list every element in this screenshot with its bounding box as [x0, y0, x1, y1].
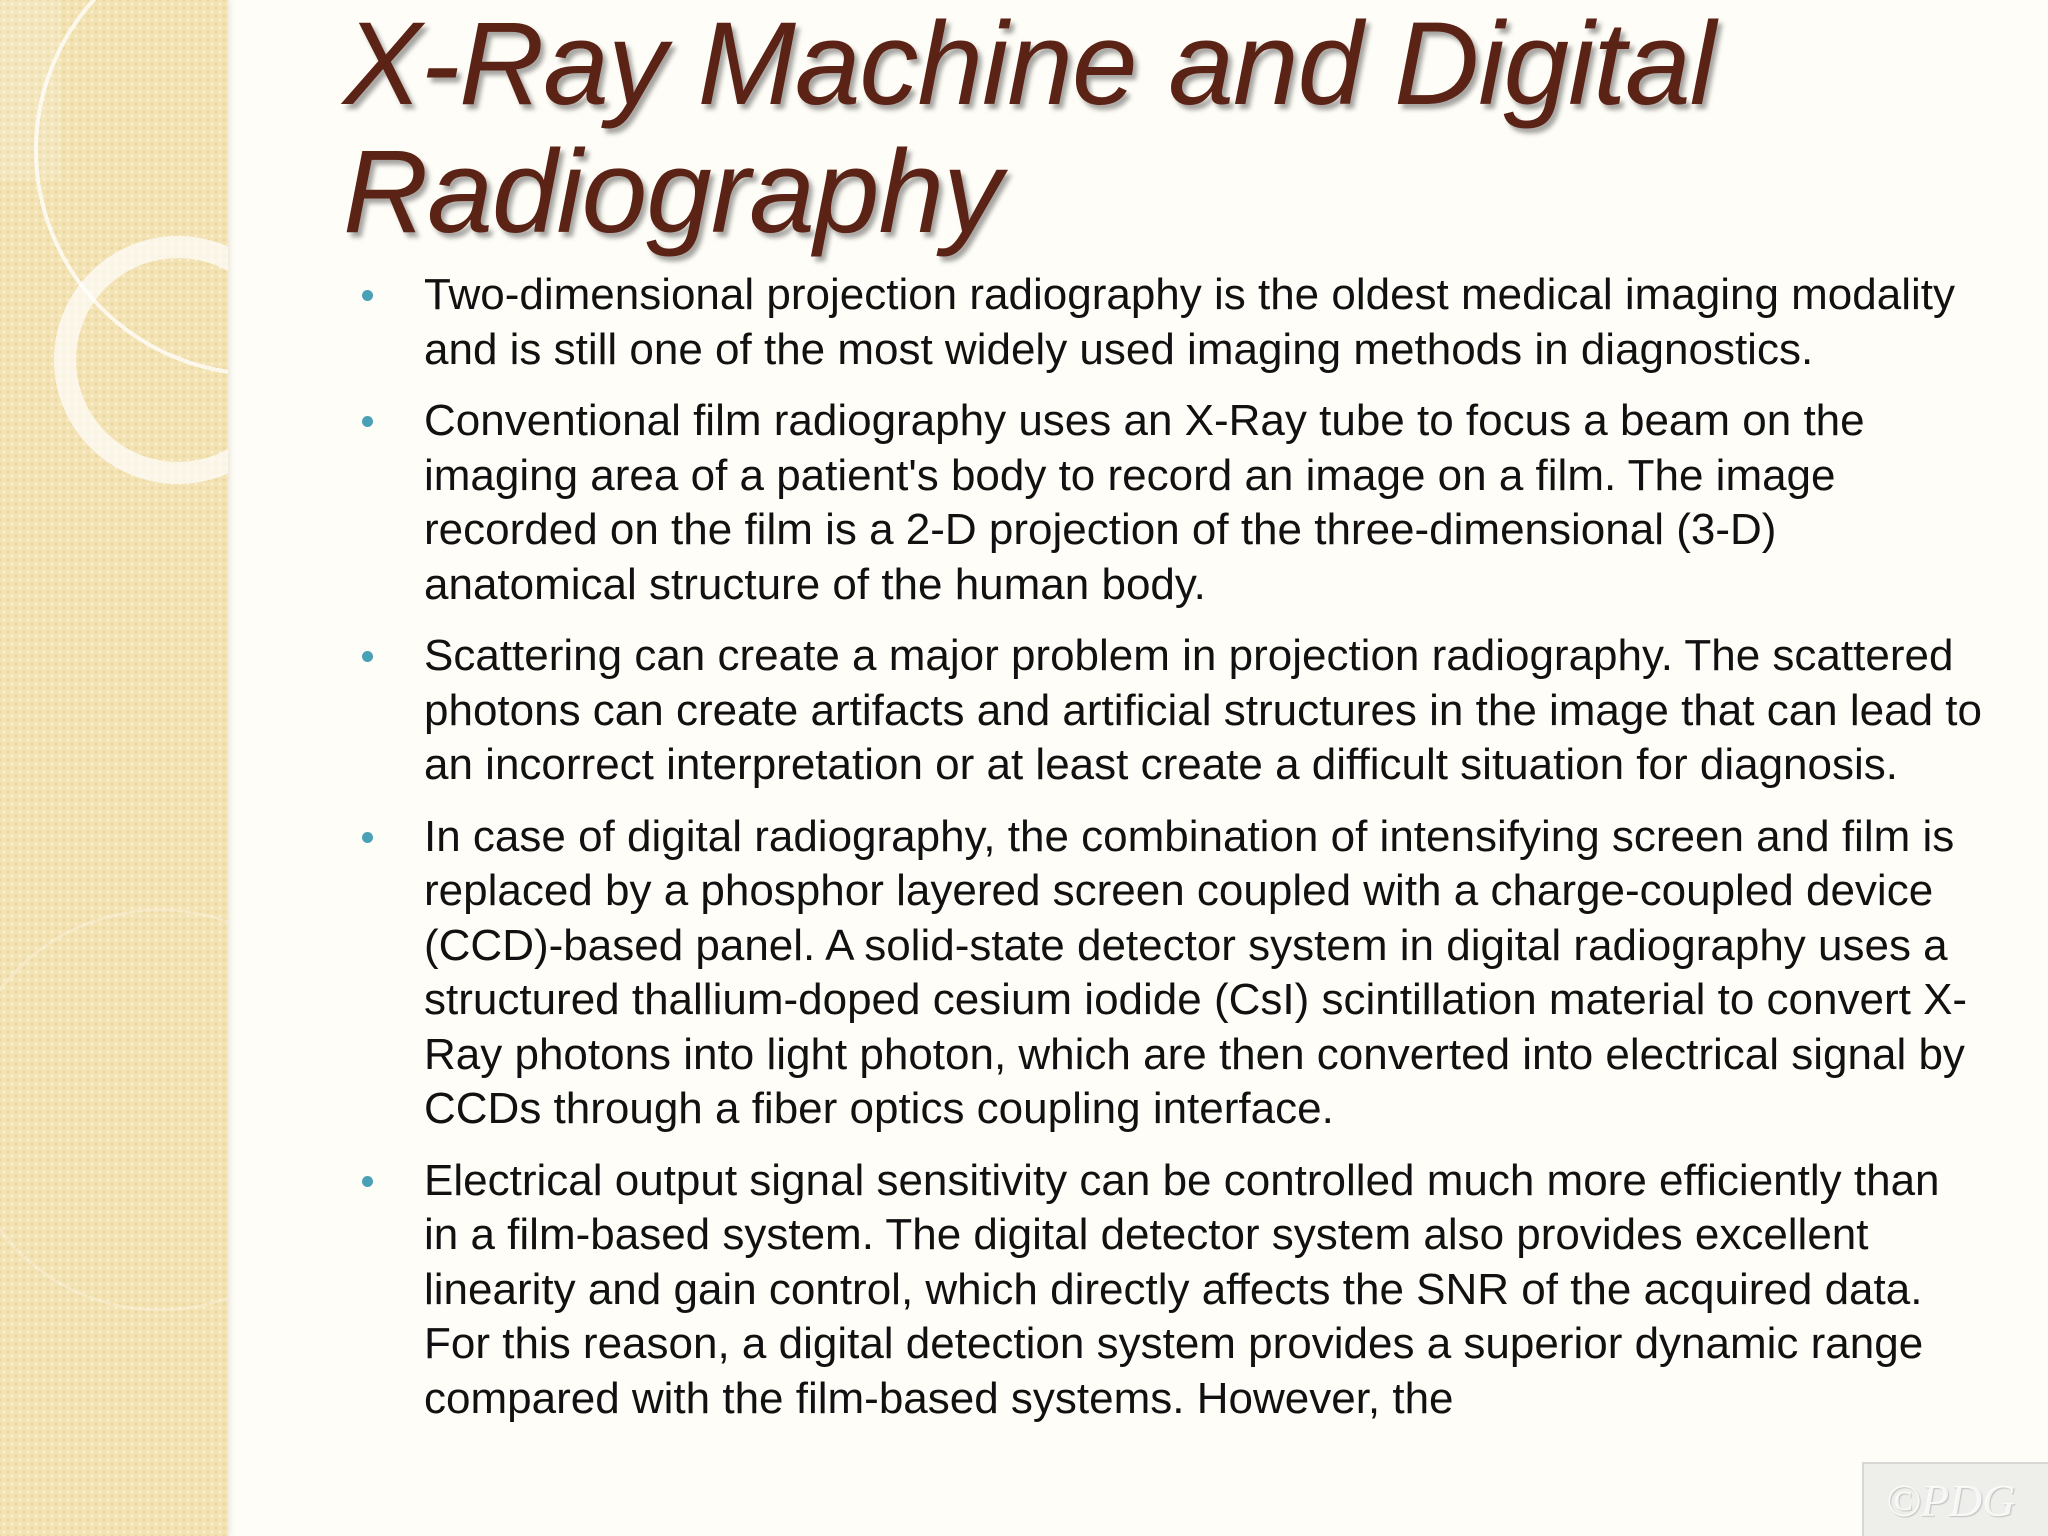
- bullet-item: [362, 268, 1982, 377]
- bullet-item: [362, 629, 1982, 793]
- bullet-item: [362, 1154, 1982, 1427]
- bullet-item: [362, 810, 1982, 1137]
- slide-title: [343, 0, 1993, 256]
- bullet-dot-icon: [362, 832, 373, 843]
- bullet-text: Two-dimensional projection radiography is the oldest medical imaging modality and is still one of the most widely used imaging methods in diagnostics.: [424, 270, 1955, 374]
- watermark: [1862, 1462, 2048, 1536]
- bullet-dot-icon: [362, 651, 373, 662]
- decorative-rings-icon: [0, 0, 228, 1536]
- watermark-text: ©PDG: [1886, 1475, 2016, 1526]
- decorative-left-band: [0, 0, 228, 1536]
- bullet-dot-icon: [362, 290, 373, 301]
- slide-title-line-1: X-Ray Machine and Digital: [343, 0, 1715, 130]
- bullet-text: Conventional film radiography uses an X-Ray tube to focus a beam on the imaging area of a patient's body to record an image on a film. The image recorded on the film is a 2-D projection of the three-dimensional (3-D) anatomical structure of the human body.: [424, 396, 1865, 609]
- bullet-dot-icon: [362, 1176, 373, 1187]
- bullet-text: In case of digital radiography, the combination of intensifying screen and film is replaced by a phosphor layered screen coupled with a charge-coupled device (CCD)-based panel. A solid-state detector system in digital radiography uses a structured thallium-doped cesium iodide (CsI) scintillation material to convert X-Ray photons into light photon, which are then converted into electrical signal by CCDs through a fiber optics coupling interface.: [424, 811, 1968, 1133]
- bullet-dot-icon: [362, 416, 373, 427]
- bullet-text: Scattering can create a major problem in projection radiography. The scattered photons can create artifacts and artificial structures in the image that can lead to an incorrect interpretation or at least create a difficult situation for diagnosis.: [424, 631, 1982, 789]
- bullet-item: [362, 394, 1982, 612]
- slide-title-line-2: Radiography: [343, 126, 1002, 258]
- bullet-text: Electrical output signal sensitivity can be controlled much more efficiently than in a film-based system. The digital detector system also provides excellent linearity and gain control, which directly affects the SNR of the acquired data. For this reason, a digital detection system provides a superior dynamic range compared with the film-based systems. However, the: [424, 1155, 1940, 1423]
- bullet-list: [362, 268, 1982, 1443]
